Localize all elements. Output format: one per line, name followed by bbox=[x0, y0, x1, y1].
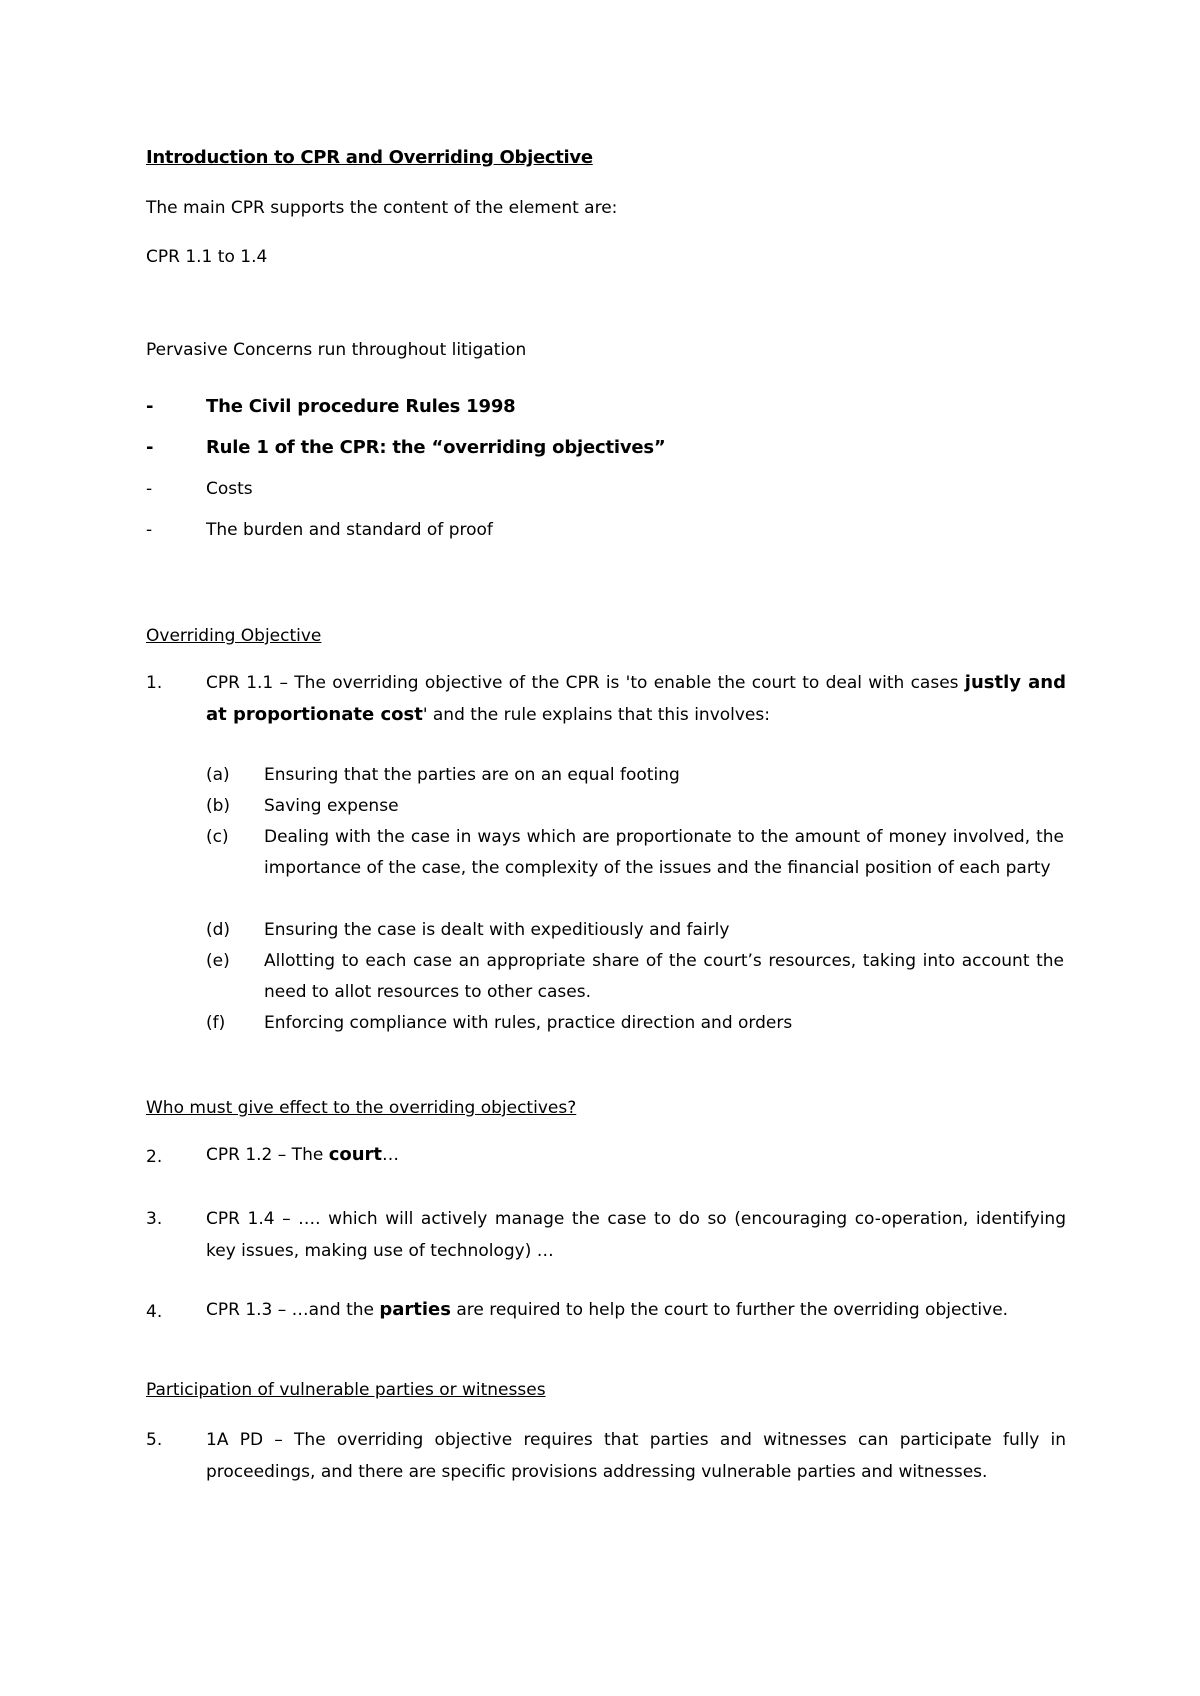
item-1-bold: justly and at proportionate cost bbox=[206, 672, 1066, 725]
item-4-post: are required to help the court to further the overriding objective. bbox=[450, 1300, 1009, 1320]
concern-dash: - bbox=[146, 520, 153, 540]
item-4-text bbox=[206, 1299, 1008, 1320]
concern-dash: - bbox=[146, 437, 154, 458]
section-heading-who-must-give-effect: Who must give effect to the overriding objectives? bbox=[146, 1098, 577, 1118]
concern-item: Rule 1 of the CPR: the “overriding objectives” bbox=[206, 437, 666, 458]
subitem-text: Dealing with the case in ways which are proportionate to the amount of money involved, the importance of the case, the complexity of the issues and the financial position of each party bbox=[264, 827, 1064, 878]
intro-line-2: CPR 1.1 to 1.4 bbox=[146, 247, 268, 267]
subitem-text: Saving expense bbox=[264, 796, 399, 816]
item-1-text bbox=[206, 667, 1066, 731]
subitem-text: Allotting to each case an appropriate share of the court’s resources, taking into account the need to allot resources to other cases. bbox=[264, 951, 1064, 1002]
item-2-pre: CPR 1.2 – The bbox=[206, 1145, 329, 1165]
intro-line-1: The main CPR supports the content of the element are: bbox=[146, 198, 618, 218]
subitem-text: Ensuring the case is dealt with expeditiously and fairly bbox=[264, 920, 730, 940]
concern-dash: - bbox=[146, 396, 154, 417]
intro-line-3: Pervasive Concerns run throughout litigation bbox=[146, 340, 527, 360]
concern-item: The Civil procedure Rules 1998 bbox=[206, 396, 516, 417]
item-3-text: CPR 1.4 – …. which will actively manage the case to do so (encouraging co-operation, identifying key issues, making use of technology) … bbox=[206, 1209, 1066, 1261]
subitem-label: (e) bbox=[206, 951, 230, 971]
item-2-text bbox=[206, 1144, 399, 1165]
section-heading-overriding-objective: Overriding Objective bbox=[146, 626, 322, 646]
item-number: 1. bbox=[146, 673, 163, 693]
subitem-label: (b) bbox=[206, 796, 231, 816]
item-number: 3. bbox=[146, 1209, 163, 1229]
subitem-label: (c) bbox=[206, 827, 229, 847]
item-number: 2. bbox=[146, 1147, 163, 1167]
document-title: Introduction to CPR and Overriding Objective bbox=[146, 147, 593, 168]
concern-item: Costs bbox=[206, 479, 253, 499]
item-4-pre: CPR 1.3 – …and the bbox=[206, 1300, 380, 1320]
item-number: 4. bbox=[146, 1302, 163, 1322]
concern-item: The burden and standard of proof bbox=[206, 520, 493, 540]
subitem-label: (f) bbox=[206, 1013, 226, 1033]
item-1-post: ' and the rule explains that this involves: bbox=[422, 705, 770, 725]
item-number: 5. bbox=[146, 1430, 163, 1450]
section-heading-participation: Participation of vulnerable parties or witnesses bbox=[146, 1380, 546, 1400]
item-2-post: … bbox=[382, 1145, 400, 1165]
item-4-bold: parties bbox=[379, 1299, 451, 1320]
subitem-text: Enforcing compliance with rules, practice direction and orders bbox=[264, 1013, 793, 1033]
concern-dash: - bbox=[146, 479, 153, 499]
subitem-label: (d) bbox=[206, 920, 231, 940]
subitem-label: (a) bbox=[206, 765, 230, 785]
item-1-pre: CPR 1.1 – The overriding objective of the CPR is 'to enable the court to deal with cases bbox=[206, 673, 965, 693]
item-2-bold: court bbox=[328, 1144, 383, 1165]
item-5-text: 1A PD – The overriding objective requires that parties and witnesses can participate fully in proceedings, and there are specific provisions addressing vulnerable parties and witnesses. bbox=[206, 1430, 1066, 1482]
subitem-text: Ensuring that the parties are on an equal footing bbox=[264, 765, 680, 785]
